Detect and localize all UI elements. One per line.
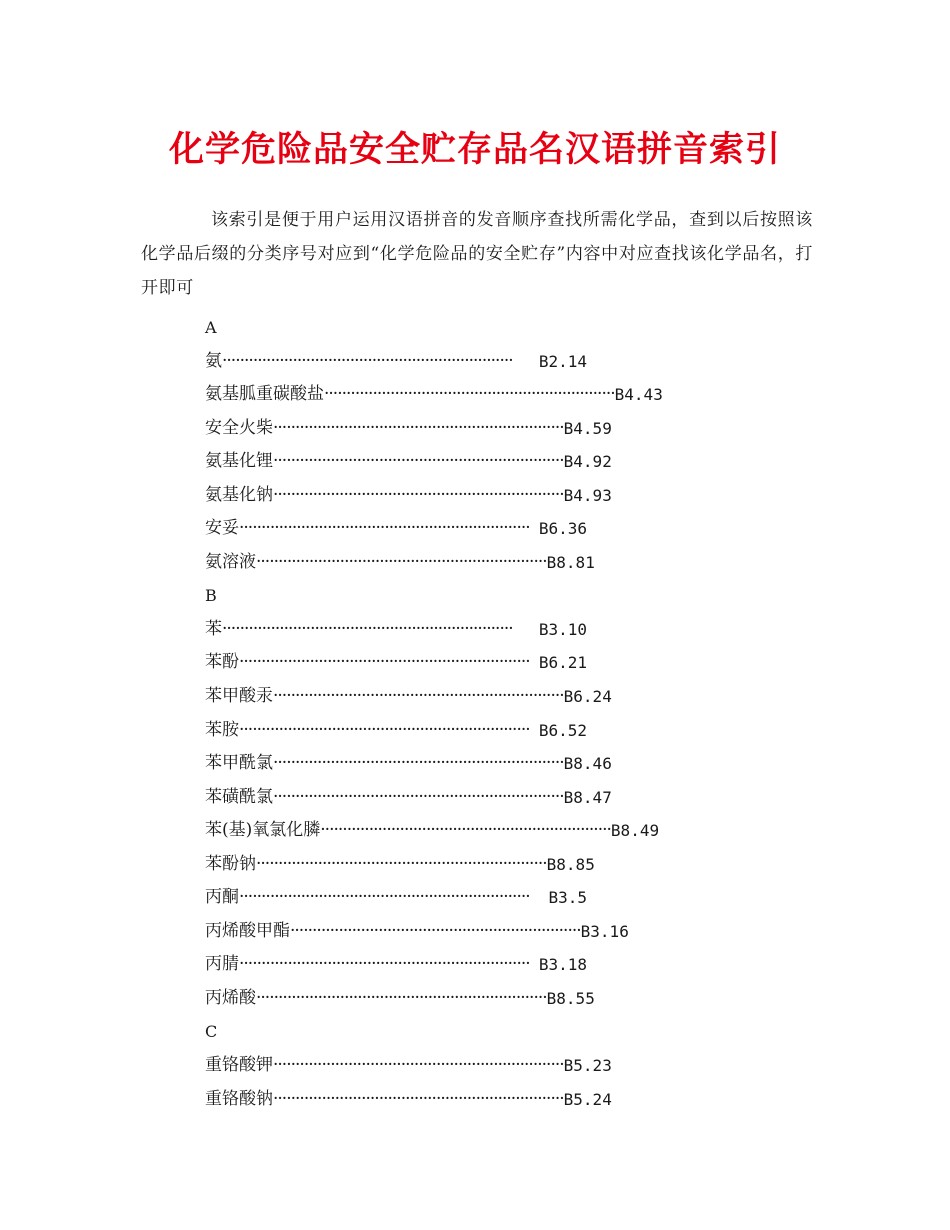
dot-leader: ··································································: [256, 987, 547, 1008]
category-code: B2.14: [538, 351, 587, 371]
category-code: B8.49: [610, 821, 660, 841]
category-code: B8.46: [563, 754, 612, 774]
index-entry: [205, 680, 612, 714]
index-entry: [205, 747, 612, 781]
chemical-name: 丙腈: [205, 954, 239, 975]
dot-leader: ··································································: [222, 618, 513, 639]
index-entry: [205, 345, 587, 379]
dot-leader: ··································································: [273, 786, 564, 807]
dot-leader: ··································································: [256, 853, 547, 874]
section-letter: A: [205, 318, 217, 337]
dot-leader: ··································································: [324, 384, 615, 405]
category-code: B3.18: [538, 955, 587, 975]
dot-leader: ··································································: [239, 652, 530, 673]
chemical-name: 苯甲酸汞: [205, 686, 273, 707]
chemical-name: 苯酚: [205, 652, 239, 673]
chemical-name: 氨: [205, 350, 222, 371]
dot-leader: ··································································: [273, 484, 564, 505]
chemical-name: 重铬酸钠: [205, 1088, 273, 1109]
index-entry: [205, 646, 587, 680]
category-code: B6.24: [563, 687, 612, 707]
chemical-name: 安妥: [205, 518, 239, 539]
category-code: B4.92: [563, 452, 612, 472]
index-entry: [205, 412, 612, 446]
chemical-name: 苯酚钠: [205, 853, 256, 874]
dot-leader: ··································································: [256, 551, 547, 572]
chemical-name: 苯(基)氧氯化膦: [205, 820, 321, 841]
category-code: B4.59: [563, 418, 612, 438]
category-code: B6.52: [538, 720, 587, 740]
category-code: B4.43: [614, 385, 663, 405]
document-title: 化学危险品安全贮存品名汉语拼音索引: [168, 130, 781, 170]
category-code: B8.81: [546, 552, 595, 572]
chemical-name: 氨基化钠: [205, 484, 273, 505]
chemical-name: 丙烯酸甲酯: [205, 920, 290, 941]
index-entry: [205, 479, 612, 513]
chemical-name: 氨基化锂: [205, 451, 273, 472]
chemical-name: 苯磺酰氯: [205, 786, 273, 807]
chemical-name: 氨基胍重碳酸盐: [205, 384, 324, 405]
index-entry: [205, 613, 587, 647]
chemical-name: 丙烯酸: [205, 987, 256, 1008]
dot-leader: ··································································: [273, 686, 564, 707]
index-entry: [205, 546, 595, 580]
category-code: B5.24: [563, 1089, 612, 1109]
index-entry: [205, 948, 587, 982]
category-code: B3.5: [548, 888, 587, 908]
dot-leader: ··································································: [273, 753, 564, 774]
index-entry: [205, 1049, 612, 1083]
category-code: B8.47: [563, 787, 612, 807]
category-code: B8.85: [546, 854, 595, 874]
index-entry: [205, 848, 595, 882]
chemical-name: 安全火柴: [205, 417, 273, 438]
dot-leader: ··································································: [273, 1055, 564, 1076]
chemical-name: 苯胺: [205, 719, 239, 740]
dot-leader: ··································································: [273, 451, 564, 472]
chemical-name: 丙酮: [205, 887, 239, 908]
index-entry: [205, 915, 629, 949]
dot-leader: ··································································: [239, 518, 530, 539]
dot-leader: ··································································: [239, 954, 530, 975]
index-entry: [205, 982, 595, 1016]
dot-leader: ··································································: [273, 417, 564, 438]
category-code: B6.21: [538, 653, 587, 673]
category-code: B3.10: [538, 619, 587, 639]
category-code: B8.55: [546, 988, 595, 1008]
intro-paragraph: 该索引是便于用户运用汉语拼音的发音顺序查找所需化学品，查到以后按照该化学品后缀的分类序号对应到“化学危险品的安全贮存”内容中对应查找该化学品名，打开即可: [141, 210, 813, 298]
category-code: B3.16: [580, 921, 629, 941]
section-letter: C: [205, 1022, 218, 1042]
chemical-name: 苯: [205, 618, 222, 639]
category-code: B4.93: [563, 485, 612, 505]
index-entry: [205, 1083, 612, 1117]
section-letter: B: [205, 586, 217, 606]
chemical-name: 苯甲酰氯: [205, 753, 273, 774]
dot-leader: ··································································: [239, 887, 530, 908]
dot-leader: ··································································: [320, 820, 611, 841]
chemical-name: 重铬酸钾: [205, 1055, 273, 1076]
index-entry: [205, 814, 660, 848]
chemical-name: 氨溶液: [205, 551, 256, 572]
dot-leader: ··································································: [222, 350, 513, 371]
index-entry: [205, 378, 663, 412]
index-entry: [205, 714, 587, 748]
category-code: B5.23: [563, 1056, 612, 1076]
category-code: B6.36: [538, 519, 587, 539]
pinyin-index: [205, 311, 663, 1116]
index-entry: [205, 881, 587, 915]
index-entry: [205, 512, 587, 546]
index-entry: [205, 445, 612, 479]
dot-leader: ··································································: [273, 1088, 564, 1109]
dot-leader: ··································································: [239, 719, 530, 740]
index-entry: [205, 781, 612, 815]
dot-leader: ··································································: [290, 920, 581, 941]
